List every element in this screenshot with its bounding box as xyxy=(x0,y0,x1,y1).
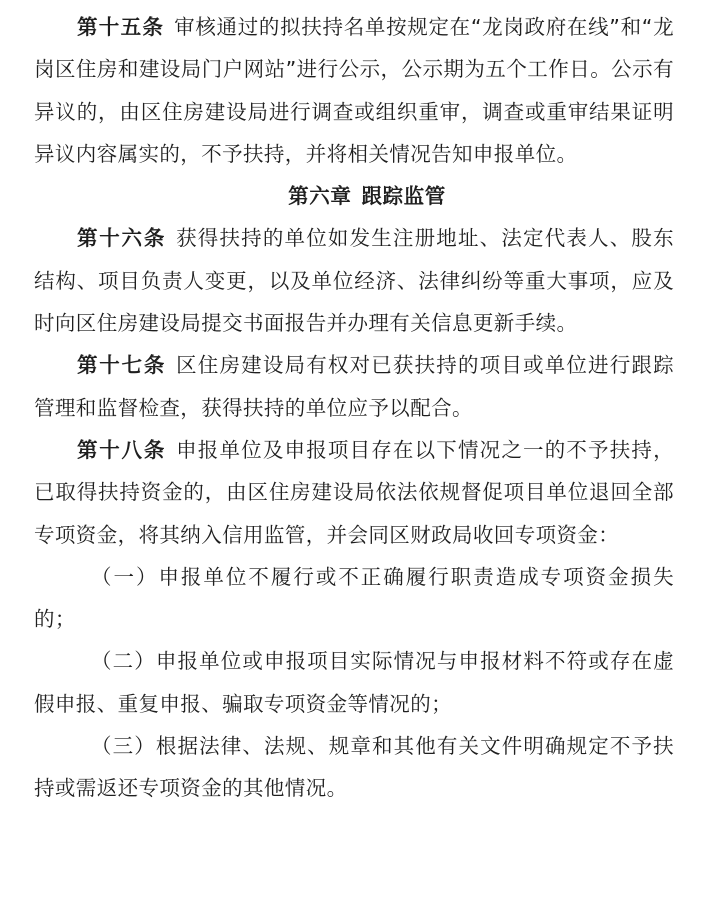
chapter-6-number: 第六章 xyxy=(288,184,352,209)
article-16-text: 获得扶持的单位如发生注册地址、法定代表人、股东结构、项目负责人变更，以及单位经济、法律纠纷等重大事项，应及时向区住房建设局提交书面报告并办理有关信息更新手续。 xyxy=(34,226,674,336)
article-17-paragraph xyxy=(34,344,674,429)
article-15-text: 审核通过的拟扶持名单按规定在“龙岗政府在线”和“龙岗区住房和建设局门户网站”进行公示，公示期为五个工作日。公示有异议的，由区住房建设局进行调查或组织重审，调查或重审结果证明异议内容属实的，不予扶持，并将相关情况告知申报单位。 xyxy=(34,15,674,166)
article-17-text: 区住房建设局有权对已获扶持的项目或单位进行跟踪管理和监督检查，获得扶持的单位应予以配合。 xyxy=(34,353,674,420)
document-page xyxy=(34,6,674,810)
article-15-paragraph xyxy=(34,6,674,175)
article-16-paragraph xyxy=(34,217,674,344)
article-15-label: 第十五条 xyxy=(77,15,165,39)
article-16-label: 第十六条 xyxy=(77,226,167,251)
article-18-text: 申报单位及申报项目存在以下情况之一的不予扶持，已取得扶持资金的，由区住房建设局依法依规督促项目单位退回全部专项资金，将其纳入信用监管，并会同区财政局收回专项资金： xyxy=(34,437,674,547)
chapter-6-heading xyxy=(34,175,674,217)
article-18-item-3: （三）根据法律、法规、规章和其他有关文件明确规定不予扶持或需返还专项资金的其他情况。 xyxy=(34,734,674,801)
article-18-item-1: （一）申报单位不履行或不正确履行职责造成专项资金损失的； xyxy=(34,564,674,632)
article-18-item-2: （二）申报单位或申报项目实际情况与申报材料不符或存在虚假申报、重复申报、骗取专项资金等情况的； xyxy=(34,649,674,716)
article-18-label: 第十八条 xyxy=(77,437,167,462)
article-18-paragraph xyxy=(34,429,674,556)
article-17-label: 第十七条 xyxy=(77,353,167,378)
chapter-6-title: 跟踪监管 xyxy=(361,184,446,209)
